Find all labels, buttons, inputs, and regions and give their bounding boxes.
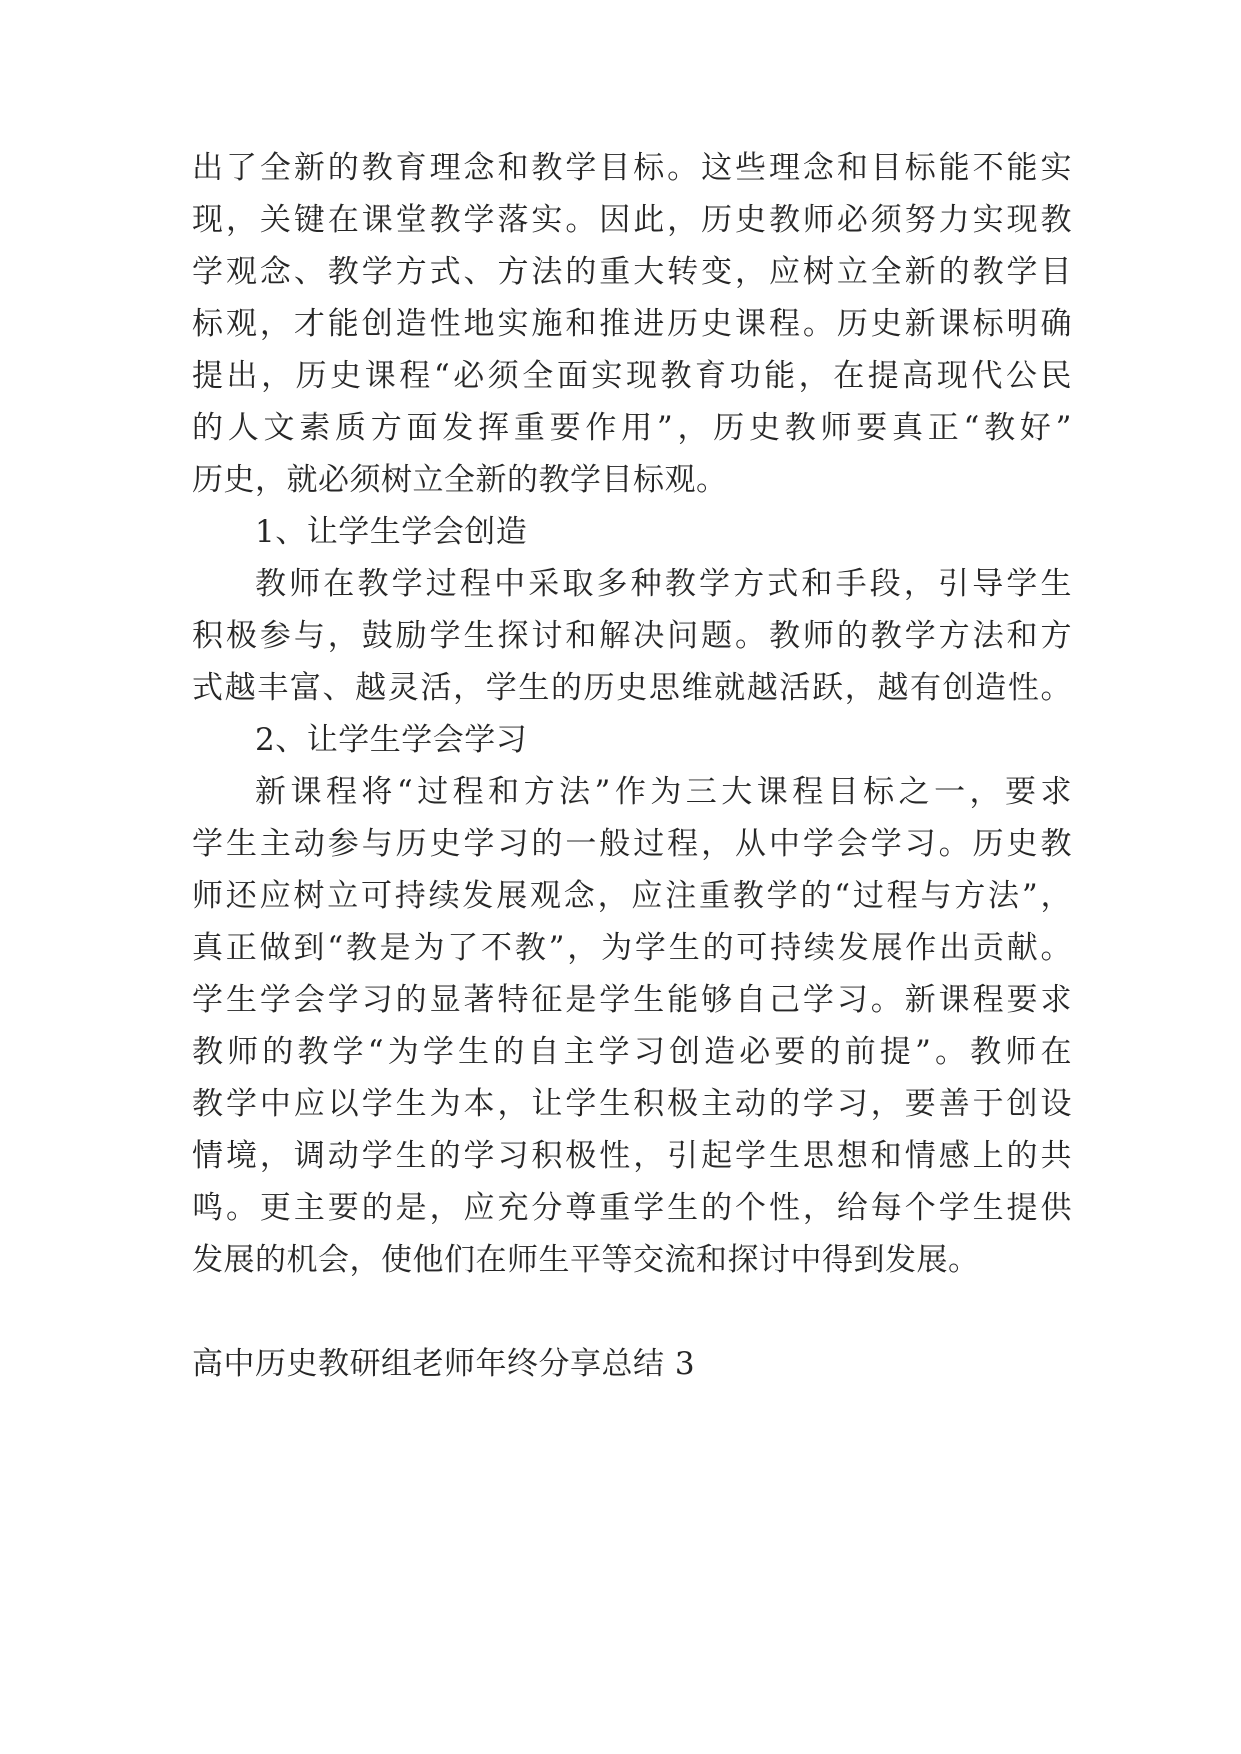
paragraph-line: 现，关键在课堂教学落实。因此，历史教师必须努力实现教 bbox=[192, 202, 1072, 238]
paragraph-line: 新课程将“过程和方法”作为三大课程目标之一，要求 bbox=[255, 774, 1072, 810]
paragraph-line: 发展的机会，使他们在师生平等交流和探讨中得到发展。 bbox=[192, 1242, 980, 1278]
paragraph-line: 积极参与，鼓励学生探讨和解决问题。教师的教学方法和方 bbox=[192, 618, 1072, 654]
paragraph-line: 教学中应以学生为本，让学生积极主动的学习，要善于创设 bbox=[192, 1086, 1072, 1122]
paragraph-line: 学生主动参与历史学习的一般过程，从中学会学习。历史教 bbox=[192, 826, 1072, 862]
paragraph-line: 教师的教学“为学生的自主学习创造必要的前提”。教师在 bbox=[192, 1034, 1072, 1070]
paragraph-line: 师还应树立可持续发展观念，应注重教学的“过程与方法”， bbox=[192, 878, 1072, 914]
paragraph-line: 标观，才能创造性地实施和推进历史课程。历史新课标明确 bbox=[192, 306, 1072, 342]
paragraph-line: 情境，调动学生的学习积极性，引起学生思想和情感上的共 bbox=[192, 1138, 1072, 1174]
paragraph-line: 鸣。更主要的是，应充分尊重学生的个性，给每个学生提供 bbox=[192, 1190, 1072, 1226]
subheading: 2、让学生学会学习 bbox=[255, 722, 528, 758]
paragraph-line: 学生学会学习的显著特征是学生能够自己学习。新课程要求 bbox=[192, 982, 1072, 1018]
paragraph-line: 教师在教学过程中采取多种教学方式和手段，引导学生 bbox=[255, 566, 1072, 602]
subheading: 1、让学生学会创造 bbox=[255, 514, 528, 550]
paragraph-line: 式越丰富、越灵活，学生的历史思维就越活跃，越有创造性。 bbox=[192, 670, 1072, 706]
paragraph-line: 提出，历史课程“必须全面实现教育功能，在提高现代公民 bbox=[192, 358, 1072, 394]
paragraph-line: 学观念、教学方式、方法的重大转变，应树立全新的教学目 bbox=[192, 254, 1072, 290]
paragraph-line: 真正做到“教是为了不教”，为学生的可持续发展作出贡献。 bbox=[192, 930, 1072, 966]
paragraph-line: 出了全新的教育理念和教学目标。这些理念和目标能不能实 bbox=[192, 150, 1072, 186]
section-title: 高中历史教研组老师年终分享总结 3 bbox=[192, 1346, 696, 1382]
paragraph-line: 历史，就必须树立全新的教学目标观。 bbox=[192, 462, 728, 498]
paragraph-line: 的人文素质方面发挥重要作用”，历史教师要真正“教好” bbox=[192, 410, 1072, 446]
